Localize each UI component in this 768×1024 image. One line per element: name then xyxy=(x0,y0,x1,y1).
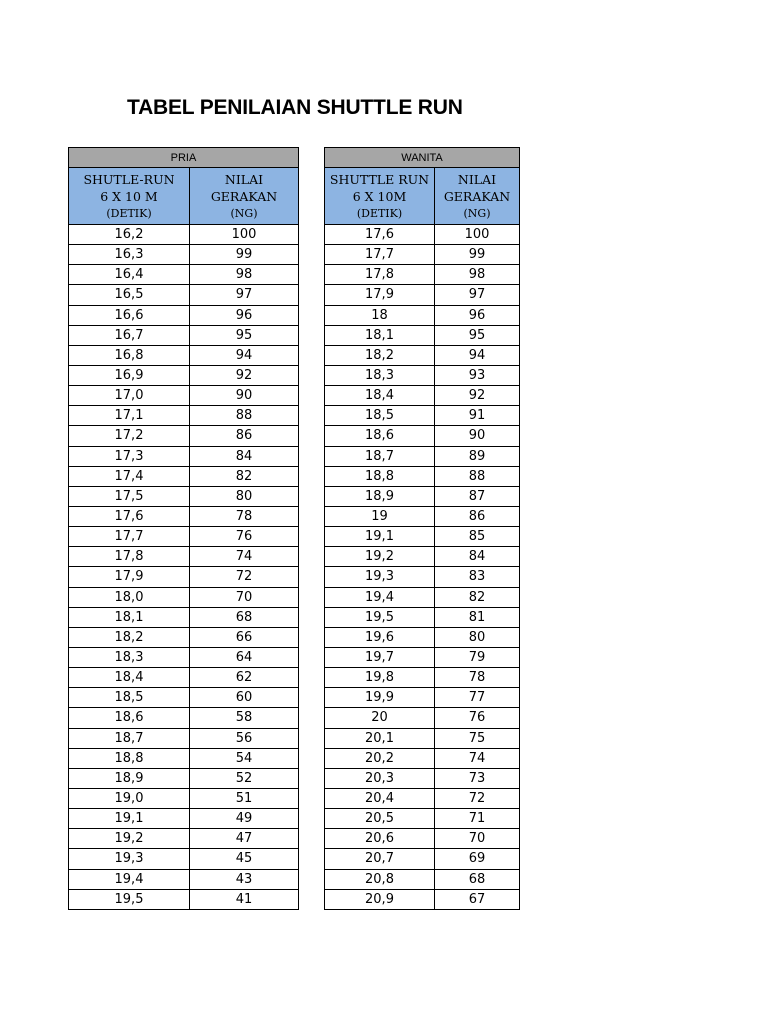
table-row xyxy=(325,365,520,385)
table-row xyxy=(325,547,520,567)
table-row xyxy=(69,386,299,406)
time-cell: 17,2 xyxy=(69,426,190,446)
group-header-row xyxy=(69,148,299,168)
table-row xyxy=(69,285,299,305)
score-cell: 91 xyxy=(435,406,520,426)
time-cell: 17,3 xyxy=(69,446,190,466)
table-row xyxy=(69,225,299,245)
table-row xyxy=(325,567,520,587)
score-cell: 49 xyxy=(190,809,299,829)
time-cell: 19,4 xyxy=(69,869,190,889)
score-cell: 86 xyxy=(190,426,299,446)
time-cell: 17,7 xyxy=(325,245,435,265)
score-cell: 75 xyxy=(435,728,520,748)
table-row xyxy=(325,386,520,406)
score-cell: 84 xyxy=(190,446,299,466)
time-cell: 19,2 xyxy=(325,547,435,567)
table-row xyxy=(325,849,520,869)
column-header-time xyxy=(69,168,190,225)
column-header-line: 6 X 10M xyxy=(352,188,407,204)
score-cell: 43 xyxy=(190,869,299,889)
score-cell: 76 xyxy=(435,708,520,728)
score-cell: 54 xyxy=(190,748,299,768)
table-row xyxy=(325,345,520,365)
time-cell: 16,8 xyxy=(69,345,190,365)
score-cell: 88 xyxy=(435,466,520,486)
time-cell: 18,1 xyxy=(325,325,435,345)
table-row xyxy=(325,527,520,547)
table-row xyxy=(325,668,520,688)
time-cell: 16,4 xyxy=(69,265,190,285)
time-cell: 19,1 xyxy=(325,527,435,547)
table-row xyxy=(69,527,299,547)
table-row xyxy=(69,345,299,365)
score-cell: 100 xyxy=(435,225,520,245)
table-row xyxy=(325,325,520,345)
score-cell: 79 xyxy=(435,647,520,667)
time-cell: 18,6 xyxy=(325,426,435,446)
time-cell: 19,5 xyxy=(69,889,190,909)
table-row xyxy=(69,587,299,607)
time-cell: 18,3 xyxy=(69,647,190,667)
column-header-line: (DETIK) xyxy=(356,206,403,220)
score-cell: 62 xyxy=(190,668,299,688)
score-cell: 94 xyxy=(190,345,299,365)
table-body-pria xyxy=(69,225,299,910)
column-header-line: GERAKAN xyxy=(210,188,278,204)
table-row xyxy=(325,869,520,889)
score-cell: 83 xyxy=(435,567,520,587)
time-cell: 18,7 xyxy=(69,728,190,748)
score-cell: 95 xyxy=(435,325,520,345)
table-row xyxy=(69,708,299,728)
time-cell: 18,9 xyxy=(325,486,435,506)
table-row xyxy=(325,426,520,446)
score-cell: 52 xyxy=(190,768,299,788)
score-cell: 94 xyxy=(435,345,520,365)
score-cell: 45 xyxy=(190,849,299,869)
time-cell: 17,7 xyxy=(69,527,190,547)
time-cell: 17,6 xyxy=(325,225,435,245)
time-cell: 18 xyxy=(325,305,435,325)
table-row xyxy=(69,768,299,788)
time-cell: 18,4 xyxy=(325,386,435,406)
time-cell: 19 xyxy=(325,506,435,526)
table-row xyxy=(325,446,520,466)
score-cell: 100 xyxy=(190,225,299,245)
table-row xyxy=(325,225,520,245)
score-cell: 92 xyxy=(190,365,299,385)
time-cell: 20,6 xyxy=(325,829,435,849)
score-cell: 89 xyxy=(435,446,520,466)
score-cell: 60 xyxy=(190,688,299,708)
time-cell: 17,9 xyxy=(325,285,435,305)
group-label-pria: PRIA xyxy=(69,148,299,168)
column-header-line: 6 X 10 M xyxy=(100,188,158,204)
table-row xyxy=(69,245,299,265)
time-cell: 20,7 xyxy=(325,849,435,869)
score-cell: 84 xyxy=(435,547,520,567)
score-cell: 73 xyxy=(435,768,520,788)
table-row xyxy=(325,607,520,627)
time-cell: 20,4 xyxy=(325,788,435,808)
score-cell: 76 xyxy=(190,527,299,547)
time-cell: 18,7 xyxy=(325,446,435,466)
time-cell: 20,1 xyxy=(325,728,435,748)
time-cell: 18,8 xyxy=(69,748,190,768)
score-cell: 66 xyxy=(190,627,299,647)
time-cell: 19,8 xyxy=(325,668,435,688)
column-header-row xyxy=(69,168,299,225)
score-cell: 90 xyxy=(435,426,520,446)
score-cell: 58 xyxy=(190,708,299,728)
time-cell: 17,8 xyxy=(325,265,435,285)
column-header-score xyxy=(190,168,299,225)
time-cell: 16,9 xyxy=(69,365,190,385)
score-cell: 68 xyxy=(435,869,520,889)
time-cell: 19,0 xyxy=(69,788,190,808)
score-cell: 78 xyxy=(435,668,520,688)
score-cell: 90 xyxy=(190,386,299,406)
time-cell: 17,4 xyxy=(69,466,190,486)
time-cell: 18,4 xyxy=(69,668,190,688)
table-row xyxy=(69,728,299,748)
score-cell: 80 xyxy=(435,627,520,647)
table-row xyxy=(325,587,520,607)
time-cell: 18,2 xyxy=(69,627,190,647)
time-cell: 18,2 xyxy=(325,345,435,365)
time-cell: 20,3 xyxy=(325,768,435,788)
time-cell: 18,1 xyxy=(69,607,190,627)
table-row xyxy=(325,245,520,265)
table-row xyxy=(69,325,299,345)
score-cell: 96 xyxy=(190,305,299,325)
table-row xyxy=(69,265,299,285)
table-row xyxy=(69,829,299,849)
table-row xyxy=(69,748,299,768)
score-cell: 81 xyxy=(435,607,520,627)
time-cell: 19,9 xyxy=(325,688,435,708)
table-row xyxy=(69,668,299,688)
table-row xyxy=(325,889,520,909)
time-cell: 17,0 xyxy=(69,386,190,406)
column-header-line: NILAI xyxy=(457,171,497,187)
table-row xyxy=(325,506,520,526)
table-row xyxy=(69,788,299,808)
page-title: TABEL PENILAIAN SHUTTLE RUN xyxy=(127,96,463,119)
table-row xyxy=(325,285,520,305)
table-row xyxy=(325,708,520,728)
table-row xyxy=(325,486,520,506)
table-row xyxy=(325,466,520,486)
table-row xyxy=(69,406,299,426)
time-cell: 18,3 xyxy=(325,365,435,385)
table-row xyxy=(325,809,520,829)
table-row xyxy=(325,728,520,748)
time-cell: 20 xyxy=(325,708,435,728)
score-cell: 72 xyxy=(190,567,299,587)
group-header-row xyxy=(325,148,520,168)
time-cell: 19,6 xyxy=(325,627,435,647)
group-label-wanita: WANITA xyxy=(325,148,520,168)
time-cell: 19,1 xyxy=(69,809,190,829)
time-cell: 20,8 xyxy=(325,869,435,889)
column-header-line: SHUTLE-RUN xyxy=(83,171,175,187)
score-cell: 82 xyxy=(190,466,299,486)
table-row xyxy=(325,305,520,325)
table-row xyxy=(69,305,299,325)
time-cell: 20,9 xyxy=(325,889,435,909)
time-cell: 19,3 xyxy=(325,567,435,587)
score-cell: 51 xyxy=(190,788,299,808)
time-cell: 19,7 xyxy=(325,647,435,667)
score-cell: 77 xyxy=(435,688,520,708)
time-cell: 20,2 xyxy=(325,748,435,768)
table-row xyxy=(69,849,299,869)
table-row xyxy=(325,748,520,768)
score-cell: 97 xyxy=(190,285,299,305)
table-row xyxy=(69,426,299,446)
time-cell: 19,3 xyxy=(69,849,190,869)
score-cell: 95 xyxy=(190,325,299,345)
score-cell: 64 xyxy=(190,647,299,667)
table-row xyxy=(69,486,299,506)
time-cell: 18,9 xyxy=(69,768,190,788)
time-cell: 17,1 xyxy=(69,406,190,426)
score-cell: 41 xyxy=(190,889,299,909)
score-cell: 74 xyxy=(190,547,299,567)
time-cell: 16,7 xyxy=(69,325,190,345)
score-cell: 68 xyxy=(190,607,299,627)
score-cell: 97 xyxy=(435,285,520,305)
table-row xyxy=(69,809,299,829)
score-cell: 88 xyxy=(190,406,299,426)
table-row xyxy=(69,688,299,708)
table-body-wanita xyxy=(325,225,520,910)
table-row xyxy=(69,547,299,567)
column-header-time xyxy=(325,168,435,225)
table-row xyxy=(69,889,299,909)
score-cell: 99 xyxy=(190,245,299,265)
time-cell: 17,8 xyxy=(69,547,190,567)
column-header-line: SHUTTLE RUN xyxy=(329,171,430,187)
time-cell: 17,9 xyxy=(69,567,190,587)
table-pria xyxy=(68,147,299,910)
score-cell: 86 xyxy=(435,506,520,526)
time-cell: 18,5 xyxy=(69,688,190,708)
time-cell: 18,6 xyxy=(69,708,190,728)
table-wanita xyxy=(324,147,520,910)
table-row xyxy=(69,506,299,526)
time-cell: 17,6 xyxy=(69,506,190,526)
score-cell: 85 xyxy=(435,527,520,547)
score-cell: 67 xyxy=(435,889,520,909)
score-cell: 70 xyxy=(190,587,299,607)
column-header-row xyxy=(325,168,520,225)
time-cell: 19,5 xyxy=(325,607,435,627)
time-cell: 18,5 xyxy=(325,406,435,426)
score-cell: 56 xyxy=(190,728,299,748)
table-row xyxy=(325,406,520,426)
table-row xyxy=(69,567,299,587)
time-cell: 16,6 xyxy=(69,305,190,325)
score-cell: 87 xyxy=(435,486,520,506)
column-header-line: GERAKAN xyxy=(443,188,511,204)
score-cell: 98 xyxy=(435,265,520,285)
score-cell: 92 xyxy=(435,386,520,406)
score-cell: 70 xyxy=(435,829,520,849)
score-cell: 47 xyxy=(190,829,299,849)
score-cell: 82 xyxy=(435,587,520,607)
table-row xyxy=(325,627,520,647)
score-cell: 99 xyxy=(435,245,520,265)
table-row xyxy=(325,829,520,849)
time-cell: 16,2 xyxy=(69,225,190,245)
column-header-score xyxy=(435,168,520,225)
time-cell: 20,5 xyxy=(325,809,435,829)
score-cell: 74 xyxy=(435,748,520,768)
score-cell: 96 xyxy=(435,305,520,325)
time-cell: 18,8 xyxy=(325,466,435,486)
table-row xyxy=(325,647,520,667)
score-cell: 80 xyxy=(190,486,299,506)
table-row xyxy=(69,446,299,466)
score-cell: 93 xyxy=(435,365,520,385)
score-cell: 71 xyxy=(435,809,520,829)
table-row xyxy=(69,647,299,667)
column-header-line: (DETIK) xyxy=(106,206,152,220)
time-cell: 18,0 xyxy=(69,587,190,607)
time-cell: 19,4 xyxy=(325,587,435,607)
table-row xyxy=(325,688,520,708)
column-header-line: (NG) xyxy=(230,206,258,220)
score-cell: 72 xyxy=(435,788,520,808)
score-cell: 98 xyxy=(190,265,299,285)
table-row xyxy=(325,788,520,808)
column-header-line: NILAI xyxy=(224,171,264,187)
time-cell: 16,5 xyxy=(69,285,190,305)
table-row xyxy=(325,265,520,285)
score-cell: 69 xyxy=(435,849,520,869)
table-row xyxy=(69,607,299,627)
time-cell: 16,3 xyxy=(69,245,190,265)
score-cell: 78 xyxy=(190,506,299,526)
table-row xyxy=(69,627,299,647)
table-row xyxy=(69,466,299,486)
time-cell: 19,2 xyxy=(69,829,190,849)
table-row xyxy=(69,869,299,889)
column-header-line: (NG) xyxy=(463,206,491,220)
time-cell: 17,5 xyxy=(69,486,190,506)
table-row xyxy=(325,768,520,788)
table-row xyxy=(69,365,299,385)
